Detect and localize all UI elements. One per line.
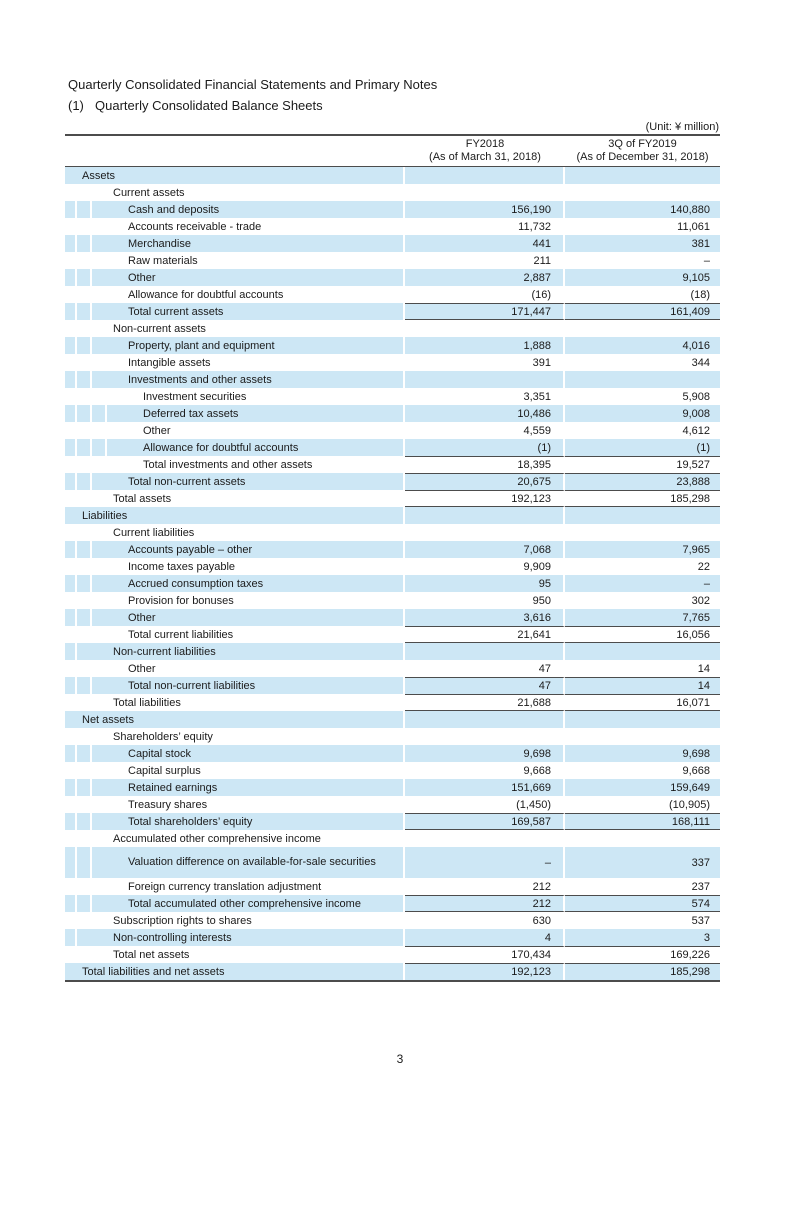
indent-cell (77, 626, 92, 643)
indent-cell (77, 235, 92, 252)
indent-cell (65, 779, 77, 796)
row-label: Non-current assets (77, 320, 405, 337)
indent-cell (77, 541, 92, 558)
row-label: Other (92, 269, 405, 286)
indent-cell (65, 660, 77, 677)
indent-cell (65, 796, 77, 813)
row-value-3q-fy2019: 337 (565, 847, 720, 878)
row-value-fy2018: 9,909 (405, 558, 565, 575)
row-value-3q-fy2019: 7,765 (565, 609, 720, 626)
row-label: Total net assets (77, 946, 405, 963)
row-value-fy2018: 192,123 (405, 490, 565, 507)
row-value-fy2018: 3,351 (405, 388, 565, 405)
table-row (65, 541, 720, 558)
row-label: Treasury shares (92, 796, 405, 813)
row-value-fy2018: 3,616 (405, 609, 565, 626)
table-row (65, 558, 720, 575)
indent-cell (77, 677, 92, 694)
column-header-line2: (As of March 31, 2018) (429, 151, 541, 163)
table-row (65, 286, 720, 303)
row-label: Current assets (77, 184, 405, 201)
indent-cell (65, 388, 77, 405)
indent-cell (65, 541, 77, 558)
indent-cell (65, 575, 77, 592)
row-value-3q-fy2019: 4,612 (682, 424, 710, 437)
row-label: Non-current liabilities (77, 643, 405, 660)
indent-cell (77, 201, 92, 218)
table-row (65, 694, 720, 711)
indent-cell (65, 371, 77, 388)
indent-cell (77, 303, 92, 320)
indent-cell (77, 371, 92, 388)
row-value-fy2018 (405, 711, 565, 728)
row-value-fy2018 (405, 643, 565, 660)
indent-cell (65, 184, 77, 201)
indent-cell (77, 847, 92, 878)
table-row (65, 660, 720, 677)
row-value-3q-fy2019: 381 (565, 235, 720, 252)
indent-cell (77, 575, 92, 592)
row-value-fy2018: 47 (405, 677, 565, 694)
row-value-fy2018: 192,123 (405, 963, 565, 980)
row-label: Total assets (77, 490, 405, 507)
table-row (65, 779, 720, 796)
row-label: Accrued consumption taxes (92, 575, 405, 592)
table-row (65, 609, 720, 626)
row-value-fy2018: 95 (405, 575, 565, 592)
row-label: Liabilities (65, 507, 405, 524)
row-value-3q-fy2019 (565, 711, 720, 728)
table-row (65, 422, 720, 439)
row-value-3q-fy2019: (10,905) (669, 798, 710, 811)
indent-cell (65, 303, 77, 320)
row-value-fy2018 (405, 184, 565, 201)
table-row (65, 524, 720, 541)
indent-cell (65, 405, 77, 422)
row-value-3q-fy2019: 185,298 (565, 490, 720, 507)
row-label: Total shareholders’ equity (92, 813, 405, 830)
row-value-3q-fy2019: 185,298 (565, 963, 720, 980)
table-row (65, 303, 720, 320)
indent-cell (65, 252, 77, 269)
row-value-fy2018: 950 (405, 592, 565, 609)
table-row (65, 878, 720, 895)
row-value-3q-fy2019: 16,056 (565, 626, 720, 643)
table-row (65, 354, 720, 371)
indent-cell (65, 558, 77, 575)
indent-cell (92, 388, 107, 405)
indent-cell (65, 320, 77, 337)
row-label: Allowance for doubtful accounts (92, 286, 405, 303)
indent-cell (92, 405, 107, 422)
row-value-fy2018: 10,486 (405, 405, 565, 422)
indent-cell (65, 813, 77, 830)
row-label: Subscription rights to shares (77, 912, 405, 929)
indent-cell (77, 286, 92, 303)
indent-cell (77, 439, 92, 456)
row-value-3q-fy2019: 11,061 (677, 220, 710, 233)
column-header-line1: FY2018 (465, 137, 505, 150)
row-value-fy2018: 18,395 (405, 456, 565, 473)
table-row (65, 677, 720, 694)
table-row (65, 830, 720, 847)
table-row (65, 252, 720, 269)
indent-cell (65, 830, 77, 847)
row-value-fy2018 (405, 524, 565, 541)
row-value-fy2018 (405, 167, 565, 184)
row-value-fy2018 (405, 371, 565, 388)
balance-sheet-table (65, 120, 720, 982)
row-value-fy2018: 171,447 (405, 303, 565, 320)
table-row (65, 269, 720, 286)
row-value-fy2018: 21,641 (405, 626, 565, 643)
table-row (65, 388, 720, 405)
row-label: Income taxes payable (92, 558, 405, 575)
row-value-fy2018: 212 (405, 878, 565, 895)
row-value-fy2018: 11,732 (405, 218, 565, 235)
indent-cell (65, 762, 77, 779)
row-value-3q-fy2019: 14 (697, 662, 710, 675)
indent-cell (77, 895, 92, 912)
table-row (65, 745, 720, 762)
indent-cell (65, 337, 77, 354)
indent-cell (65, 456, 77, 473)
row-label: Cash and deposits (92, 201, 405, 218)
indent-cell (65, 269, 77, 286)
indent-cell (77, 337, 92, 354)
table-row (65, 456, 720, 473)
row-value-3q-fy2019: 9,698 (565, 745, 720, 762)
table-row (65, 490, 720, 507)
indent-cell (65, 626, 77, 643)
row-value-3q-fy2019: 302 (691, 594, 710, 607)
row-value-fy2018 (405, 507, 565, 524)
indent-cell (65, 422, 77, 439)
row-label: Capital surplus (92, 762, 405, 779)
indent-cell (77, 252, 92, 269)
indent-cell (65, 694, 77, 711)
row-value-fy2018: 9,668 (405, 762, 565, 779)
table-row (65, 895, 720, 912)
indent-cell (65, 592, 77, 609)
row-label: Total liabilities (77, 694, 405, 711)
table-row (65, 507, 720, 524)
row-label: Total current liabilities (92, 626, 405, 643)
indent-cell (77, 473, 92, 490)
table-row (65, 218, 720, 235)
row-value-fy2018: 391 (405, 354, 565, 371)
row-label: Accounts payable – other (92, 541, 405, 558)
row-value-fy2018: 170,434 (405, 946, 565, 963)
indent-cell (77, 878, 92, 895)
row-label: Shareholders’ equity (77, 728, 405, 745)
row-label: Other (92, 660, 405, 677)
indent-cell (65, 728, 77, 745)
column-header-fy2018 (405, 136, 565, 166)
indent-cell (77, 354, 92, 371)
row-label: Total non-current liabilities (92, 677, 405, 694)
row-label: Net assets (65, 711, 405, 728)
row-value-fy2018: 7,068 (405, 541, 565, 558)
table-row (65, 371, 720, 388)
row-value-fy2018: 169,587 (405, 813, 565, 830)
row-value-fy2018: 2,887 (405, 269, 565, 286)
row-label: Total liabilities and net assets (65, 963, 405, 980)
row-value-3q-fy2019 (565, 643, 720, 660)
indent-cell (92, 439, 107, 456)
row-value-fy2018: (16) (405, 286, 565, 303)
indent-cell (77, 779, 92, 796)
indent-cell (65, 946, 77, 963)
indent-cell (65, 745, 77, 762)
row-label: Accounts receivable - trade (92, 218, 405, 235)
row-value-3q-fy2019: 537 (691, 914, 710, 927)
row-value-fy2018: 47 (405, 660, 565, 677)
table-row (65, 405, 720, 422)
row-label: Allowance for doubtful accounts (107, 439, 405, 456)
row-label: Current liabilities (77, 524, 405, 541)
row-label: Foreign currency translation adjustment (92, 878, 405, 895)
table-row (65, 711, 720, 728)
row-value-fy2018: 9,698 (405, 745, 565, 762)
indent-cell (77, 456, 92, 473)
section-title: Quarterly Consolidated Balance Sheets (95, 98, 323, 113)
row-value-3q-fy2019: 16,071 (565, 694, 720, 711)
section-heading (68, 98, 800, 114)
indent-cell (65, 878, 77, 895)
row-value-3q-fy2019: 9,008 (565, 405, 720, 422)
row-label: Non-controlling interests (77, 929, 405, 946)
table-row (65, 728, 720, 745)
table-row (65, 762, 720, 779)
indent-cell (65, 912, 77, 929)
row-label: Intangible assets (92, 354, 405, 371)
table-row (65, 320, 720, 337)
row-value-3q-fy2019: 5,908 (682, 390, 710, 403)
row-value-3q-fy2019: 3 (565, 929, 720, 946)
indent-cell (77, 218, 92, 235)
table-row (65, 963, 720, 980)
indent-cell (65, 286, 77, 303)
column-header-line1: 3Q of FY2019 (608, 137, 677, 150)
row-label: Total investments and other assets (107, 456, 405, 473)
indent-cell (65, 524, 77, 541)
indent-cell (65, 218, 77, 235)
indent-cell (77, 813, 92, 830)
indent-cell (77, 558, 92, 575)
header-label-spacer (65, 136, 405, 166)
table-row (65, 201, 720, 218)
row-value-fy2018: (1,450) (405, 796, 565, 813)
table-row (65, 184, 720, 201)
row-value-fy2018: 212 (405, 895, 565, 912)
table-row (65, 473, 720, 490)
row-value-3q-fy2019 (565, 184, 720, 201)
row-value-3q-fy2019: 169,226 (565, 946, 720, 963)
table-row (65, 643, 720, 660)
balance-sheet-rows (65, 167, 720, 982)
row-label: Deferred tax assets (107, 405, 405, 422)
row-value-3q-fy2019: 161,409 (565, 303, 720, 320)
row-value-3q-fy2019: 23,888 (565, 473, 720, 490)
row-value-3q-fy2019: 140,880 (565, 201, 720, 218)
row-value-fy2018: 156,190 (405, 201, 565, 218)
row-value-fy2018: 151,669 (405, 779, 565, 796)
row-value-fy2018: 441 (405, 235, 565, 252)
row-value-3q-fy2019 (565, 167, 720, 184)
table-row (65, 796, 720, 813)
table-row (65, 912, 720, 929)
row-value-3q-fy2019: 344 (691, 356, 710, 369)
row-value-fy2018 (405, 830, 565, 847)
table-row (65, 847, 720, 878)
row-value-fy2018: 4,559 (405, 422, 565, 439)
table-row (65, 575, 720, 592)
section-number: (1) (68, 98, 84, 113)
row-label: Capital stock (92, 745, 405, 762)
indent-cell (77, 405, 92, 422)
indent-cell (65, 847, 77, 878)
row-label: Total accumulated other comprehensive income (92, 895, 405, 912)
row-value-fy2018: 211 (405, 252, 565, 269)
row-value-3q-fy2019 (565, 320, 720, 337)
table-row (65, 946, 720, 963)
table-row (65, 929, 720, 946)
indent-cell (77, 660, 92, 677)
table-row (65, 592, 720, 609)
indent-cell (65, 490, 77, 507)
indent-cell (65, 235, 77, 252)
row-value-fy2018 (405, 320, 565, 337)
row-value-fy2018 (405, 728, 565, 745)
row-label: Raw materials (92, 252, 405, 269)
row-value-3q-fy2019: 19,527 (565, 456, 720, 473)
row-value-3q-fy2019: 14 (565, 677, 720, 694)
row-value-3q-fy2019: 237 (691, 880, 710, 893)
row-value-3q-fy2019 (565, 507, 720, 524)
row-value-3q-fy2019: 168,111 (565, 813, 720, 830)
column-header-3q-fy2019 (565, 136, 720, 166)
indent-cell (77, 592, 92, 609)
page-number: 3 (396, 1052, 404, 1066)
indent-cell (77, 269, 92, 286)
indent-cell (65, 895, 77, 912)
row-value-3q-fy2019: (18) (690, 288, 710, 301)
table-row (65, 439, 720, 456)
row-value-3q-fy2019 (565, 728, 720, 745)
indent-cell (92, 456, 107, 473)
row-value-3q-fy2019: 9,668 (682, 764, 710, 777)
row-label: Provision for bonuses (92, 592, 405, 609)
table-row (65, 167, 720, 184)
indent-cell (65, 439, 77, 456)
indent-cell (65, 473, 77, 490)
indent-cell (77, 422, 92, 439)
row-label: Retained earnings (92, 779, 405, 796)
row-value-3q-fy2019: – (703, 254, 710, 267)
row-value-3q-fy2019 (565, 371, 720, 388)
row-label: Investment securities (107, 388, 405, 405)
row-label: Accumulated other comprehensive income (77, 830, 405, 847)
indent-cell (65, 677, 77, 694)
row-value-fy2018: 21,688 (405, 694, 565, 711)
table-row (65, 813, 720, 830)
row-value-fy2018: 1,888 (405, 337, 565, 354)
table-row (65, 235, 720, 252)
indent-cell (65, 643, 77, 660)
table-header (65, 134, 720, 167)
indent-cell (65, 354, 77, 371)
row-value-3q-fy2019: 22 (697, 560, 710, 573)
row-value-3q-fy2019 (565, 830, 720, 847)
row-value-3q-fy2019: 574 (565, 895, 720, 912)
column-header-line2: (As of December 31, 2018) (576, 151, 709, 163)
row-value-3q-fy2019: (1) (565, 439, 720, 456)
unit-note: (Unit: ¥ million) (645, 121, 719, 133)
row-value-3q-fy2019 (565, 524, 720, 541)
row-label: Investments and other assets (92, 371, 405, 388)
row-label: Total current assets (92, 303, 405, 320)
row-value-3q-fy2019: 9,105 (565, 269, 720, 286)
indent-cell (77, 609, 92, 626)
row-label: Valuation difference on available-for-sale securities (92, 847, 405, 878)
indent-cell (77, 762, 92, 779)
row-value-fy2018: 4 (405, 929, 565, 946)
row-label: Total non-current assets (92, 473, 405, 490)
row-value-fy2018: – (405, 847, 565, 878)
indent-cell (77, 745, 92, 762)
page-title: Quarterly Consolidated Financial Statements and Primary Notes (68, 77, 438, 92)
indent-cell (92, 422, 107, 439)
indent-cell (65, 201, 77, 218)
table-row (65, 626, 720, 643)
row-label: Other (107, 422, 405, 439)
row-value-fy2018: (1) (405, 439, 565, 456)
indent-cell (77, 388, 92, 405)
row-label: Assets (65, 167, 405, 184)
indent-cell (65, 609, 77, 626)
row-value-3q-fy2019: – (565, 575, 720, 592)
row-value-3q-fy2019: 159,649 (565, 779, 720, 796)
row-value-fy2018: 20,675 (405, 473, 565, 490)
row-label: Merchandise (92, 235, 405, 252)
indent-cell (65, 929, 77, 946)
row-label: Other (92, 609, 405, 626)
table-row (65, 337, 720, 354)
row-value-3q-fy2019: 7,965 (565, 541, 720, 558)
row-label: Property, plant and equipment (92, 337, 405, 354)
indent-cell (77, 796, 92, 813)
row-value-fy2018: 630 (405, 912, 565, 929)
row-value-3q-fy2019: 4,016 (565, 337, 720, 354)
